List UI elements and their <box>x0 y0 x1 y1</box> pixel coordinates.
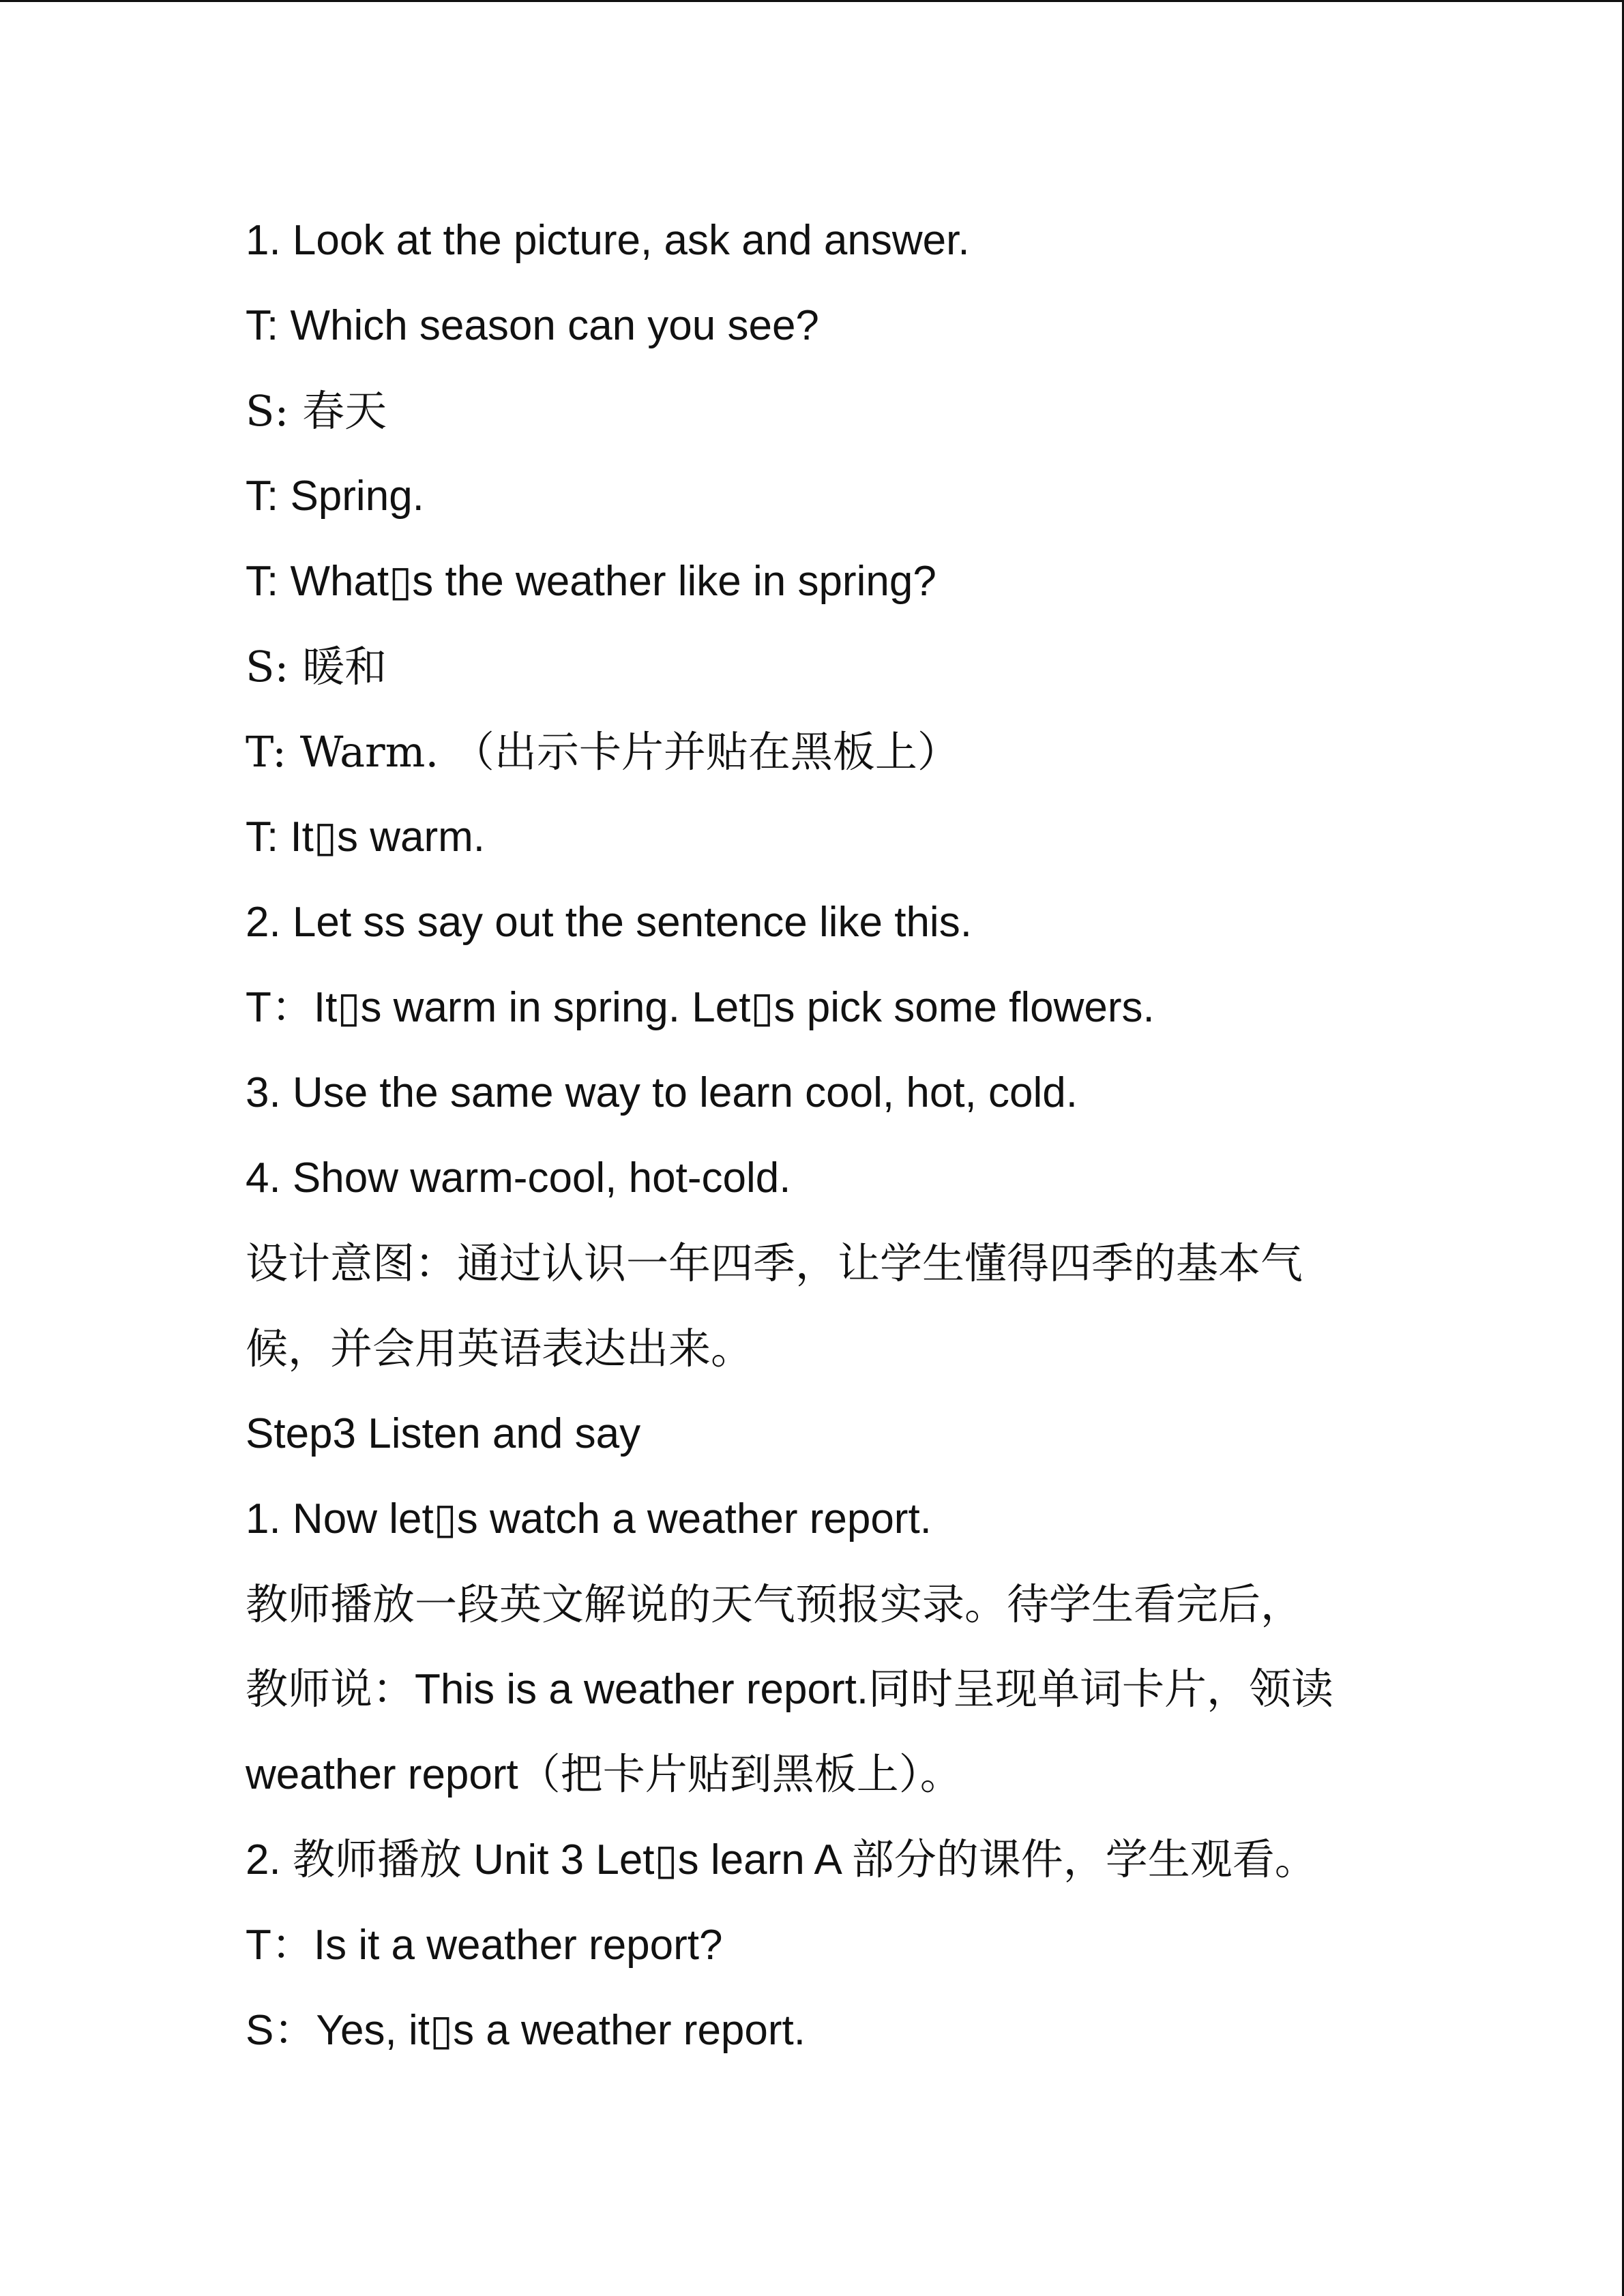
text-line: T: It▯s warm. <box>246 814 486 861</box>
text-line: 2. 教师播放 Unit 3 Let▯s learn A 部分的课件，学生观看。 <box>246 1836 1317 1883</box>
text-line: T: Which season can you see? <box>246 302 819 349</box>
text-line: 候，并会用英语表达出来。 <box>246 1324 754 1373</box>
text-line: T：It▯s warm in spring. Let▯s pick some flowers. <box>246 984 1155 1031</box>
text-line: weather report（把卡片贴到黑板上）。 <box>246 1751 962 1798</box>
text-line: 1. Look at the picture, ask and answer. <box>246 217 970 264</box>
text-line: S: 暖和 <box>246 642 387 691</box>
section-heading: Step3 Listen and say <box>246 1410 641 1457</box>
text-line: 设计意图：通过认识一年四季，让学生懂得四季的基本气 <box>246 1238 1303 1288</box>
text-line: 3. Use the same way to learn cool, hot, cold. <box>246 1069 1078 1116</box>
text-line: T: What▯s the weather like in spring? <box>246 558 936 605</box>
text-line: T: Spring. <box>246 473 424 520</box>
text-line: 4. Show warm-cool, hot-cold. <box>246 1154 791 1202</box>
text-line: 2. Let ss say out the sentence like this. <box>246 899 972 946</box>
text-line: 教师说：This is a weather report.同时呈现单词卡片，领读 <box>246 1666 1334 1713</box>
document-body <box>246 198 1405 2073</box>
text-line: S: 春天 <box>246 386 387 436</box>
text-line: S：Yes, it▯s a weather report. <box>246 2007 806 2054</box>
text-line: T: Warm. （出示卡片并贴在黑板上） <box>246 727 960 777</box>
text-line: 1. Now let▯s watch a weather report. <box>246 1495 932 1542</box>
text-line: T：Is it a weather report? <box>246 1922 723 1969</box>
text-line: 教师播放一段英文解说的天气预报实录。待学生看完后， <box>246 1579 1303 1629</box>
